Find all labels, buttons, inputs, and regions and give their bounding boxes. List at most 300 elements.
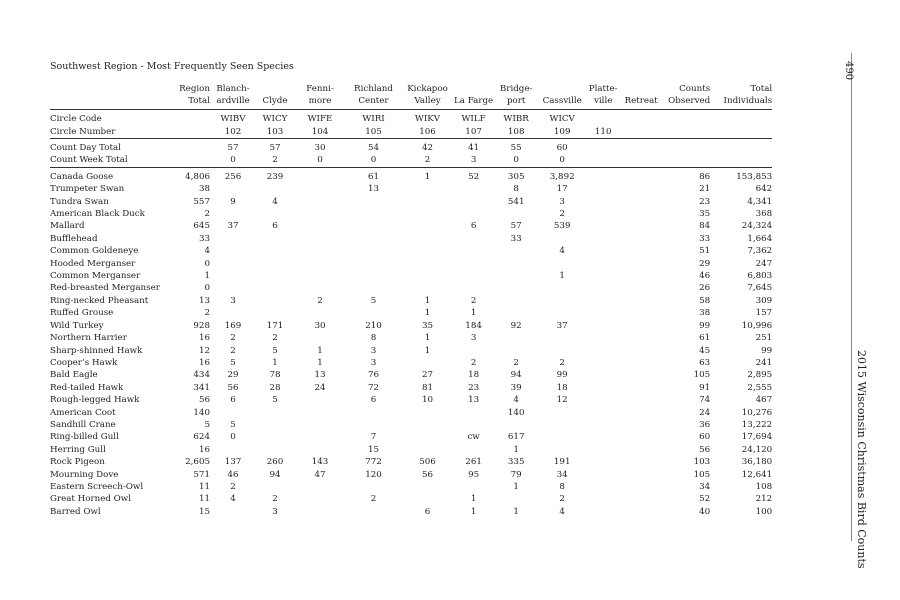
column-header-line2: more — [308, 95, 332, 106]
cell: 6 — [230, 395, 236, 406]
species-row — [50, 320, 772, 332]
cell: 5 — [370, 295, 377, 306]
summary-row — [50, 110, 772, 126]
cell: 1 — [424, 308, 431, 319]
cell: 4,341 — [747, 196, 773, 207]
cell — [493, 258, 539, 270]
cell — [346, 233, 401, 245]
cell — [210, 258, 256, 270]
cell — [621, 481, 661, 493]
cell: 239 — [266, 171, 284, 182]
cell: 2,895 — [747, 370, 773, 381]
cell — [621, 407, 661, 419]
column-header-line1: Region — [179, 84, 210, 94]
cell: 0 — [539, 154, 585, 167]
cell — [454, 419, 493, 431]
cell — [493, 307, 539, 319]
species-row — [50, 469, 772, 481]
cell — [256, 295, 294, 307]
cell — [621, 419, 661, 431]
cell: 1 — [513, 506, 519, 517]
cell: 2 — [559, 209, 565, 220]
cell — [710, 154, 772, 167]
cell: 541 — [507, 196, 525, 207]
cell: 5 — [272, 395, 278, 406]
cell: 13 — [468, 395, 480, 406]
cell — [539, 407, 585, 419]
cell: 78 — [269, 370, 281, 381]
cell: 0 — [230, 432, 236, 443]
cell: 368 — [755, 209, 773, 220]
cell — [621, 295, 661, 307]
cell — [165, 126, 210, 139]
cell: 5 — [272, 345, 278, 356]
page-number: 490 — [843, 61, 854, 81]
cell — [256, 407, 294, 419]
cell: 15 — [367, 444, 380, 455]
row-label: Count Week Total — [50, 154, 165, 167]
cell: 41 — [468, 143, 480, 153]
row-label: Mourning Dove — [50, 469, 119, 480]
species-row — [50, 481, 772, 493]
cell: 506 — [419, 457, 436, 468]
cell — [539, 295, 585, 307]
cell — [454, 196, 493, 208]
cell: 6 — [424, 506, 431, 517]
cell: 2 — [256, 154, 294, 167]
cell: 17 — [556, 184, 568, 195]
cell: 47 — [314, 469, 326, 480]
cell: 1 — [317, 357, 323, 368]
column-header-blank — [50, 84, 165, 110]
cell: 4 — [513, 395, 519, 406]
cell — [401, 208, 454, 220]
cell: WIFE — [307, 114, 333, 125]
cell — [539, 258, 585, 270]
column-header — [661, 84, 710, 110]
row-label: Ring-billed Gull — [50, 432, 119, 443]
cell — [210, 407, 256, 419]
column-header — [585, 84, 621, 110]
cell — [401, 444, 454, 456]
cell: 5 — [230, 357, 236, 368]
cell: 35 — [699, 209, 711, 220]
cell: 7,362 — [747, 246, 773, 257]
summary-row — [50, 139, 772, 155]
cell — [621, 382, 661, 394]
cell: 8 — [513, 184, 519, 195]
cell — [165, 110, 210, 126]
cell — [401, 220, 454, 232]
cell: 11 — [198, 481, 210, 492]
cell: 2 — [317, 295, 323, 306]
cell — [585, 506, 621, 518]
cell: 57 — [269, 143, 281, 153]
cell: 46 — [699, 271, 711, 282]
cell: 37 — [227, 221, 239, 232]
cell: 434 — [193, 370, 210, 381]
cell: 928 — [193, 320, 210, 331]
cell: 36,180 — [741, 457, 773, 468]
cell — [585, 167, 621, 183]
cell — [539, 431, 585, 443]
cell: 108 — [493, 126, 539, 139]
cell — [401, 233, 454, 245]
cell: WICV — [549, 114, 575, 125]
cell: 8 — [559, 481, 565, 492]
cell: 94 — [269, 469, 281, 480]
cell: 57 — [227, 143, 239, 153]
cell: 107 — [454, 126, 493, 139]
column-header-line2: ardville — [216, 95, 250, 106]
column-header-line1: Fenni- — [306, 84, 334, 94]
column-header — [493, 84, 539, 110]
cell — [294, 233, 346, 245]
cell — [256, 444, 294, 456]
cell — [346, 481, 401, 493]
cell — [621, 220, 661, 232]
cell — [454, 345, 493, 357]
column-header-line2: La Farge — [454, 95, 494, 106]
cell: 51 — [699, 246, 711, 257]
cell: 27 — [421, 370, 434, 381]
cell: 247 — [755, 258, 773, 269]
cell: 16 — [198, 333, 210, 344]
cell: 1 — [513, 444, 519, 455]
cell: 102 — [210, 126, 256, 139]
cell: 60 — [556, 143, 568, 153]
cell: 16 — [198, 444, 210, 455]
cell — [294, 506, 346, 518]
cell — [585, 245, 621, 257]
cell: 33 — [699, 233, 711, 244]
species-row — [50, 431, 772, 443]
cell — [585, 208, 621, 220]
cell: 6,803 — [747, 271, 773, 282]
cell — [585, 369, 621, 381]
cell — [294, 208, 346, 220]
cell: 241 — [755, 357, 773, 368]
cell — [621, 110, 661, 126]
column-header-line2: Cassville — [542, 95, 582, 106]
cell — [621, 196, 661, 208]
species-row — [50, 394, 772, 406]
cell — [401, 481, 454, 493]
cell — [210, 307, 256, 319]
cell: 4 — [272, 196, 278, 207]
cell: 1 — [317, 345, 323, 356]
row-label: Mallard — [50, 221, 85, 232]
species-row — [50, 258, 772, 270]
cell — [454, 270, 493, 282]
cell — [294, 220, 346, 232]
cell — [256, 233, 294, 245]
cell — [401, 431, 454, 443]
cell — [294, 419, 346, 431]
cell — [710, 139, 772, 155]
cell — [585, 357, 621, 369]
cell — [346, 282, 401, 294]
cell: 13 — [314, 370, 326, 381]
cell: 13 — [367, 184, 380, 195]
cell: 184 — [465, 320, 482, 331]
cell: 2 — [470, 357, 477, 368]
cell — [454, 245, 493, 257]
cell: 10 — [421, 395, 434, 406]
cell — [346, 407, 401, 419]
cell — [401, 258, 454, 270]
running-head: 2015 Wisconsin Christmas Bird Counts — [855, 350, 868, 569]
column-header-line2: Individuals — [723, 95, 773, 106]
cell: 12,641 — [741, 469, 773, 480]
cell: 33 — [510, 233, 522, 244]
species-row — [50, 220, 772, 232]
cell: 105 — [693, 370, 711, 381]
cell: WILF — [461, 114, 486, 125]
cell: 1 — [470, 506, 477, 517]
cell — [493, 295, 539, 307]
cell — [585, 295, 621, 307]
cell: 38 — [699, 308, 711, 319]
species-table — [50, 84, 772, 518]
cell: 571 — [193, 469, 210, 480]
cell: 52 — [468, 171, 480, 182]
cell — [454, 258, 493, 270]
cell: 42 — [421, 143, 434, 153]
cell — [661, 139, 710, 155]
cell — [454, 208, 493, 220]
cell: 3 — [370, 345, 377, 356]
cell: 3 — [559, 196, 565, 207]
column-header-line1: Richland — [354, 84, 393, 94]
row-label: Wild Turkey — [50, 320, 104, 331]
cell: 1 — [470, 494, 477, 505]
species-row — [50, 345, 772, 357]
cell: 2 — [559, 494, 565, 505]
cell: 140 — [193, 407, 210, 418]
cell: 120 — [365, 469, 382, 480]
cell: 645 — [193, 221, 210, 232]
cell: 10,996 — [741, 320, 773, 331]
cell — [621, 431, 661, 443]
cell: 30 — [314, 320, 326, 331]
cell: 55 — [510, 143, 522, 153]
cell — [621, 270, 661, 282]
cell: 1 — [424, 171, 431, 182]
row-label: Ruffed Grouse — [50, 308, 114, 319]
species-row — [50, 167, 772, 183]
cell — [401, 183, 454, 195]
cell: 24 — [699, 407, 711, 418]
cell: 37 — [556, 320, 568, 331]
cell — [621, 307, 661, 319]
row-label: Great Horned Owl — [50, 494, 132, 505]
cell: 74 — [699, 395, 711, 406]
cell: 6 — [470, 221, 477, 232]
cell — [585, 431, 621, 443]
cell: 341 — [193, 382, 210, 393]
cell: 0 — [210, 154, 256, 167]
cell — [621, 506, 661, 518]
column-header — [710, 84, 772, 110]
cell — [621, 357, 661, 369]
row-label: Circle Code — [50, 114, 102, 125]
cell: 557 — [193, 196, 210, 207]
column-header-line2: Observed — [668, 95, 711, 106]
cell — [294, 282, 346, 294]
cell — [585, 444, 621, 456]
cell — [621, 233, 661, 245]
cell: 4 — [559, 246, 565, 257]
cell — [256, 245, 294, 257]
cell: 2,555 — [747, 382, 773, 393]
spine-rule — [851, 53, 852, 541]
cell — [621, 469, 661, 481]
column-header-line1: Blanch- — [216, 84, 250, 94]
column-header-line1: Counts — [679, 84, 711, 94]
cell: 7 — [370, 432, 377, 443]
cell: 256 — [224, 171, 242, 182]
cell: 1 — [272, 357, 278, 368]
cell — [401, 419, 454, 431]
cell: 2 — [230, 333, 236, 344]
row-label: Northern Harrier — [50, 333, 127, 344]
column-header-row — [50, 84, 772, 110]
cell: 109 — [539, 126, 585, 139]
cell: 17,694 — [741, 432, 773, 443]
cell: cw — [467, 432, 480, 443]
cell: 63 — [699, 357, 711, 368]
species-row — [50, 208, 772, 220]
cell — [621, 282, 661, 294]
cell: 3 — [230, 295, 236, 306]
column-header-line2: Total — [188, 95, 210, 106]
cell — [585, 382, 621, 394]
cell — [493, 208, 539, 220]
cell: 1 — [559, 271, 565, 282]
row-label: Red-tailed Hawk — [50, 382, 124, 393]
cell — [621, 183, 661, 195]
cell: 61 — [699, 333, 711, 344]
cell — [346, 220, 401, 232]
cell: 2 — [204, 308, 210, 319]
species-row — [50, 456, 772, 468]
cell — [585, 110, 621, 126]
cell: 91 — [699, 382, 711, 393]
column-header-line1: Bridge- — [499, 84, 533, 94]
cell: 4 — [230, 494, 236, 505]
cell — [346, 307, 401, 319]
cell: 12 — [556, 395, 568, 406]
row-label: Trumpeter Swan — [50, 184, 125, 195]
cell: 15 — [198, 506, 210, 517]
cell: 191 — [553, 457, 571, 468]
cell: 6 — [272, 221, 278, 232]
cell: 7,645 — [747, 283, 773, 294]
cell — [585, 183, 621, 195]
cell — [294, 183, 346, 195]
row-label: American Black Duck — [50, 209, 145, 220]
cell: 2 — [272, 494, 278, 505]
cell — [585, 419, 621, 431]
cell: 24,120 — [741, 444, 773, 455]
cell — [210, 270, 256, 282]
cell: 110 — [585, 126, 621, 139]
cell: 26 — [699, 283, 711, 294]
cell — [256, 208, 294, 220]
cell — [493, 345, 539, 357]
cell — [585, 394, 621, 406]
cell: 642 — [755, 184, 773, 195]
cell: 305 — [507, 171, 525, 182]
cell: 210 — [365, 320, 382, 331]
cell: 2 — [401, 154, 454, 167]
row-label: Barred Owl — [50, 506, 101, 517]
cell — [493, 332, 539, 344]
cell: 30 — [314, 143, 326, 153]
cell: 0 — [294, 154, 346, 167]
species-row — [50, 295, 772, 307]
column-header — [621, 84, 661, 110]
species-row — [50, 183, 772, 195]
cell — [294, 167, 346, 183]
row-label: Common Merganser — [50, 271, 141, 282]
cell: 12 — [198, 345, 210, 356]
cell: 33 — [198, 233, 210, 244]
column-header-line1: Total — [750, 84, 773, 94]
cell: 58 — [699, 295, 711, 306]
cell — [294, 196, 346, 208]
cell: 260 — [266, 457, 284, 468]
cell: 3 — [470, 333, 477, 344]
cell — [493, 282, 539, 294]
cell — [256, 419, 294, 431]
cell — [621, 167, 661, 183]
cell: 0 — [204, 283, 210, 294]
cell — [710, 110, 772, 126]
cell — [585, 258, 621, 270]
cell: 35 — [421, 320, 434, 331]
cell — [621, 258, 661, 270]
cell: 0 — [346, 154, 401, 167]
cell: 84 — [699, 221, 711, 232]
cell: 103 — [256, 126, 294, 139]
column-header-line1: Kickapoo — [407, 84, 448, 94]
cell — [210, 282, 256, 294]
cell: 2 — [204, 209, 210, 220]
cell: 251 — [755, 333, 773, 344]
cell: 3 — [272, 506, 278, 517]
cell — [585, 345, 621, 357]
column-header-line2: Clyde — [262, 95, 288, 106]
cell — [256, 270, 294, 282]
species-row — [50, 282, 772, 294]
cell — [294, 407, 346, 419]
cell — [210, 208, 256, 220]
cell: 13 — [198, 295, 210, 306]
cell — [585, 456, 621, 468]
cell — [346, 506, 401, 518]
cell — [621, 444, 661, 456]
cell: 212 — [755, 494, 773, 505]
cell — [585, 154, 621, 167]
cell: 29 — [227, 370, 239, 381]
cell — [710, 126, 772, 139]
cell — [401, 407, 454, 419]
cell: 54 — [367, 143, 380, 153]
cell: 2 — [470, 295, 477, 306]
cell — [585, 320, 621, 332]
